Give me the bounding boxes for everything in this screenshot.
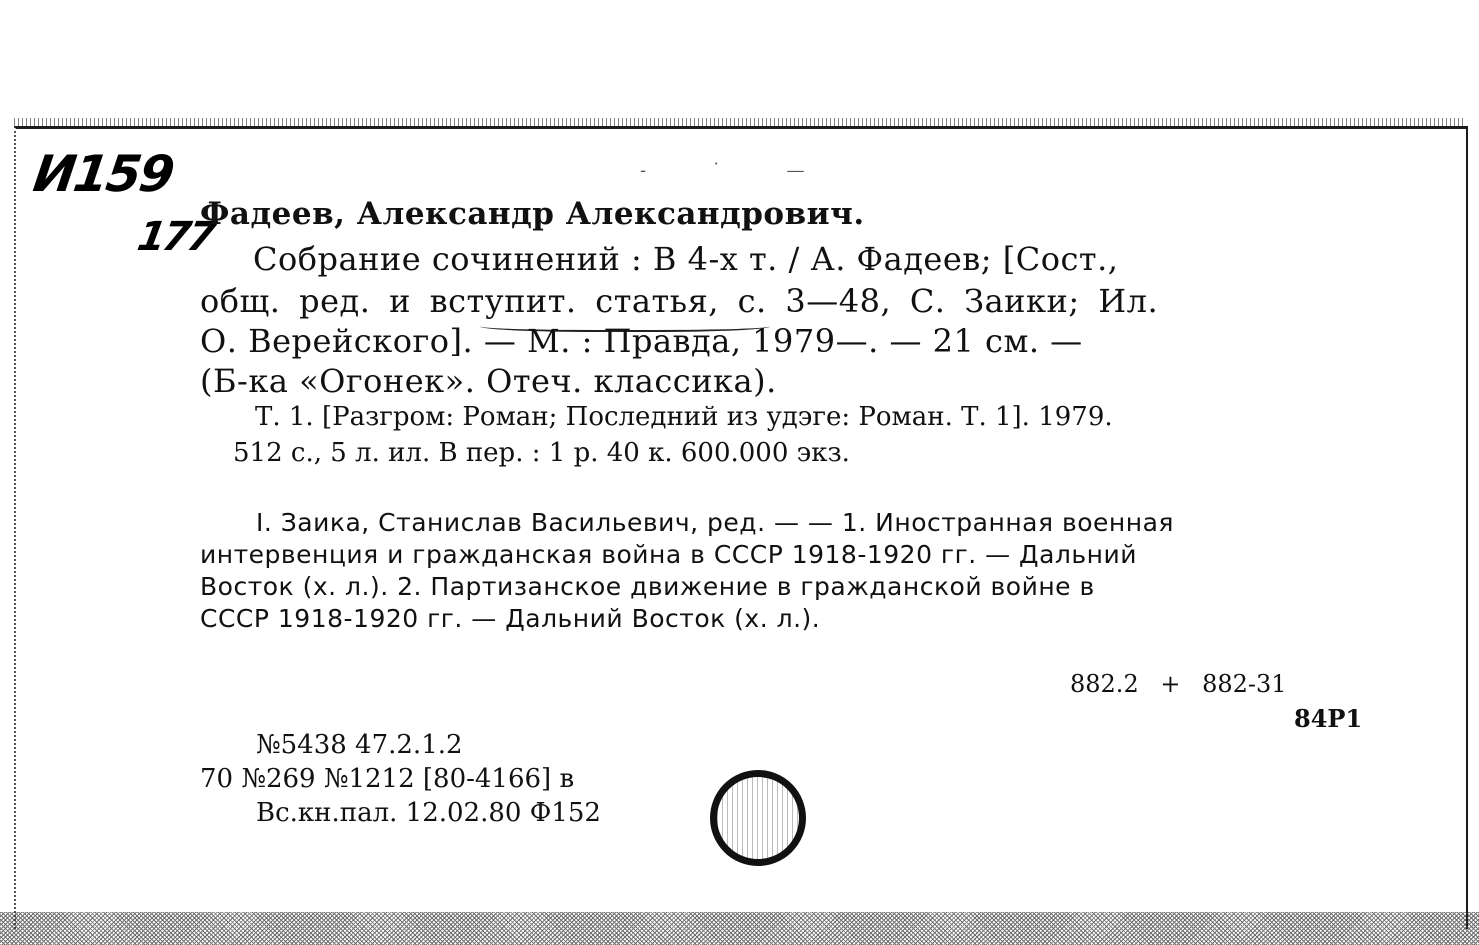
udc-classification: 882.2 + 882-31 (1070, 670, 1287, 698)
title-line: О. Верейского]. — М. : Правда, 1979—. — 21 см. — (200, 322, 1083, 360)
volume-contents-line: Т. 1. [Разгром: Роман; Последний из удэге: Роман. Т. 1]. 1979. (255, 402, 1113, 432)
title-line: общ. ред. и вступит. статья, с. 3—48, С. Заики; Ил. (200, 282, 1159, 320)
card-punch-hole (710, 770, 806, 866)
volume-physical-line: 512 с., 5 л. ил. В пер. : 1 р. 40 к. 600.000 экз. (233, 438, 850, 468)
scan-bottom-strip (0, 912, 1479, 945)
card-meta-line: №5438 47.2.1.2 (256, 730, 463, 760)
handwritten-inventory-number: И159 (29, 145, 177, 203)
subject-line: Восток (х. л.). 2. Партизанское движение в гражданской войне в (200, 572, 1095, 601)
series-line: (Б-ка «Огонек». Отеч. классика). (200, 362, 777, 400)
author-heading: Фадеев, Александр Александрович. (200, 196, 865, 232)
subject-line: I. Заика, Станислав Васильевич, ред. — — 1. Иностранная военная (256, 508, 1174, 537)
bbk-classification: 84Р1 (1294, 704, 1363, 733)
subject-line: интервенция и гражданская война в СССР 1918-1920 гг. — Дальний (200, 540, 1137, 569)
decorative-marks: - ˙ — (640, 160, 835, 181)
handwritten-classmark: 177 (133, 214, 217, 260)
card-meta-line: 70 №269 №1212 [80-4166] в (200, 764, 575, 794)
title-line: Собрание сочинений : В 4-х т. / А. Фадеев; [Сост., (253, 240, 1119, 278)
scan-edge-noise (14, 118, 1466, 126)
subject-line: СССР 1918-1920 гг. — Дальний Восток (х. л.). (200, 604, 821, 633)
card-meta-line: Вс.кн.пал. 12.02.80 Ф152 (256, 798, 601, 828)
